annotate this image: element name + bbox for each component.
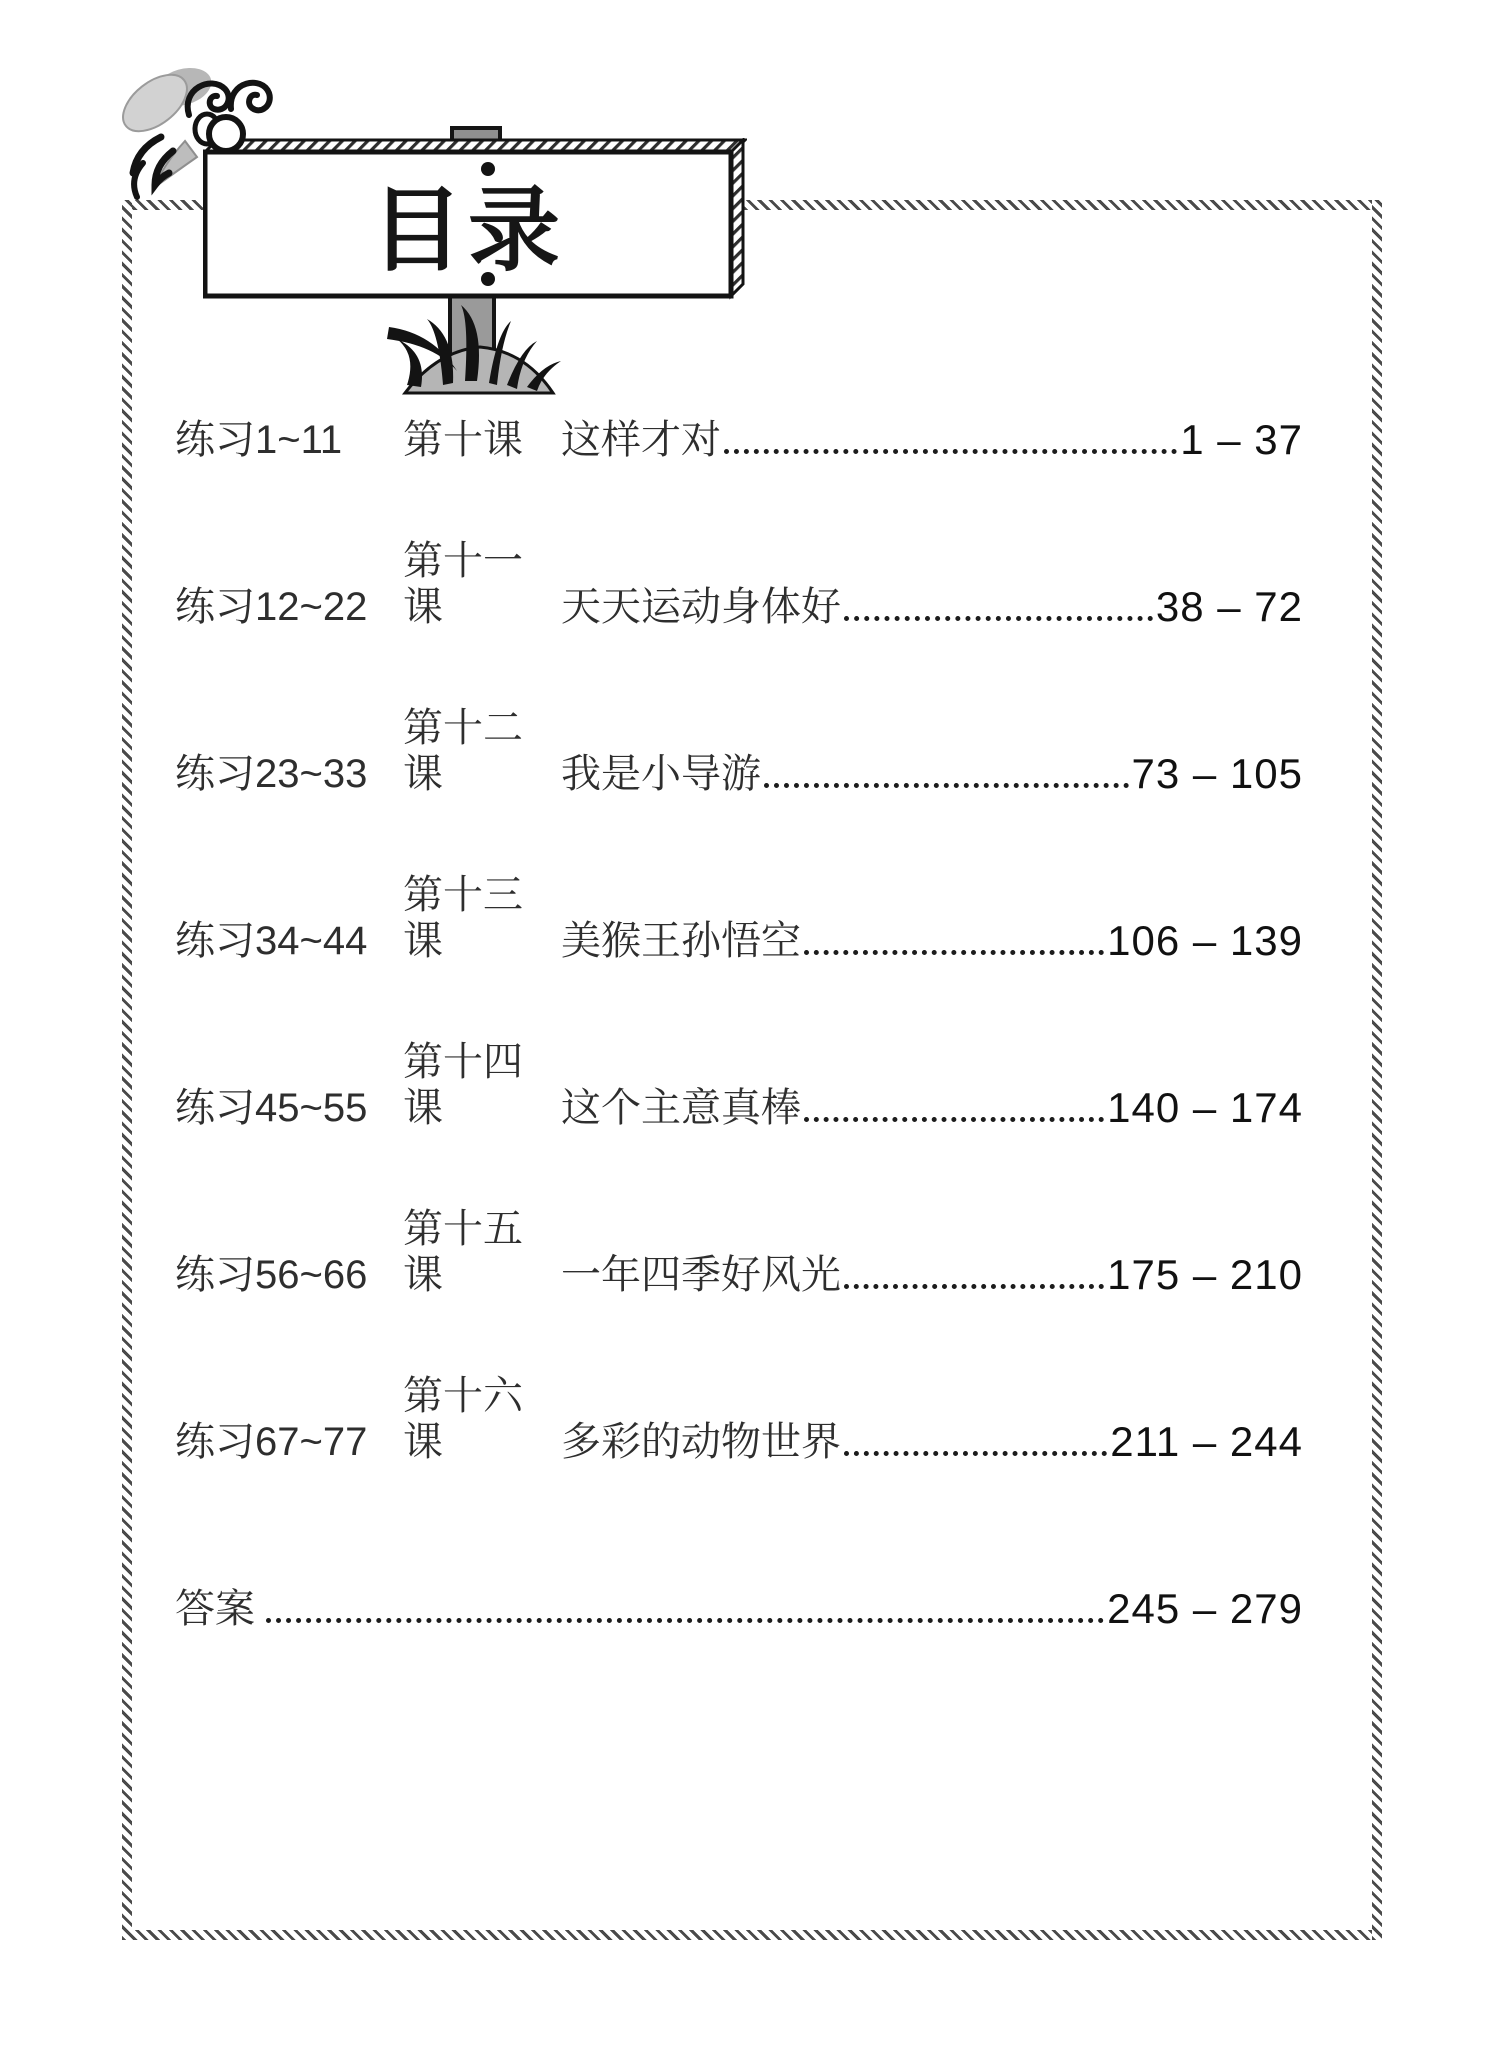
page-range: 211 – 244 xyxy=(1110,1418,1303,1465)
page-range: 245 – 279 xyxy=(1107,1585,1303,1632)
lesson-title: 这样才对 xyxy=(561,418,721,462)
lesson-number: 第十一课 xyxy=(403,539,523,629)
lesson-number: 第十三课 xyxy=(403,873,523,963)
lesson-number: 第十二课 xyxy=(403,706,523,796)
dot-leader xyxy=(844,1451,1107,1456)
page-range: 106 – 139 xyxy=(1107,917,1303,964)
grass-tuft-icon xyxy=(385,293,570,398)
dot-leader xyxy=(724,449,1177,454)
bee-mascot-icon xyxy=(85,45,275,215)
exercise-range: 练习67~77 xyxy=(175,1420,368,1464)
toc-row xyxy=(175,1374,1303,1465)
lesson-number: 第十四课 xyxy=(403,1040,523,1130)
lesson-number: 第十五课 xyxy=(403,1207,523,1297)
toc-row xyxy=(175,1207,1303,1298)
page-range: 140 – 174 xyxy=(1107,1084,1303,1131)
toc-row xyxy=(175,706,1303,797)
toc-row xyxy=(175,539,1303,630)
toc-list xyxy=(175,415,1303,1751)
lesson-title: 美猴王孙悟空 xyxy=(561,919,801,963)
lesson-title: 天天运动身体好 xyxy=(561,585,841,629)
lesson-title: 我是小导游 xyxy=(561,752,761,796)
exercise-range: 练习23~33 xyxy=(175,752,368,796)
toc-row xyxy=(175,415,1303,463)
page-range: 1 – 37 xyxy=(1180,416,1303,463)
dot-leader xyxy=(844,616,1153,621)
exercise-range: 练习1~11 xyxy=(175,418,343,462)
dot-leader xyxy=(804,950,1104,955)
toc-row-answers xyxy=(175,1584,1303,1632)
exercise-range: 练习45~55 xyxy=(175,1086,368,1130)
dot-leader xyxy=(844,1284,1104,1289)
dot-leader xyxy=(764,783,1129,788)
lesson-title: 这个主意真棒 xyxy=(561,1086,801,1130)
exercise-range: 练习56~66 xyxy=(175,1253,368,1297)
page-range: 73 – 105 xyxy=(1131,750,1303,797)
dot-leader xyxy=(804,1117,1104,1122)
toc-row xyxy=(175,873,1303,964)
bee-antenna-right xyxy=(231,83,270,111)
dot-leader xyxy=(266,1618,1104,1623)
page-title: 目录 xyxy=(370,180,565,282)
page-border-right xyxy=(1372,200,1382,1940)
answers-label: 答案 xyxy=(175,1587,255,1631)
toc-row xyxy=(175,1040,1303,1131)
lesson-title: 一年四季好风光 xyxy=(561,1253,841,1297)
page-range: 175 – 210 xyxy=(1107,1251,1303,1298)
page-border-bottom xyxy=(122,1930,1382,1940)
lesson-title: 多彩的动物世界 xyxy=(561,1420,841,1464)
lesson-number: 第十六课 xyxy=(403,1374,523,1464)
page-border-left xyxy=(122,200,132,1940)
lesson-number: 第十课 xyxy=(403,418,523,462)
page-range: 38 – 72 xyxy=(1155,583,1303,630)
exercise-range: 练习34~44 xyxy=(175,919,368,963)
exercise-range: 练习12~22 xyxy=(175,585,368,629)
